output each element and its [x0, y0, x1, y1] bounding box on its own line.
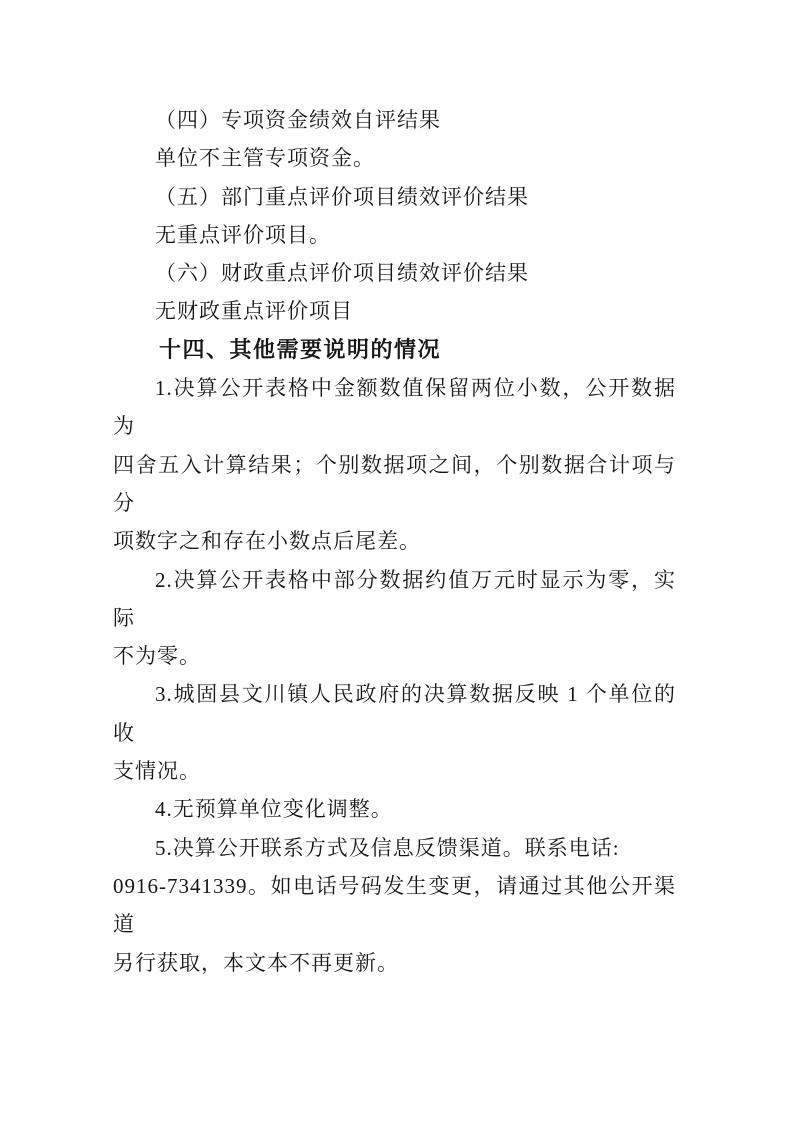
note-3-line-2: 支情况。 — [113, 759, 201, 784]
section-five-heading: （五）部门重点评价项目绩效评价结果 — [155, 184, 529, 209]
section-four-body: 单位不主管专项资金。 — [155, 146, 375, 171]
section-six-heading: （六）财政重点评价项目绩效评价结果 — [155, 261, 529, 286]
section-four-heading: （四）专项资金绩效自评结果 — [155, 108, 441, 132]
note-1-line-2: 四舍五入计算结果；个别数据项之间，个别数据合计项与分 — [113, 452, 676, 515]
note-5-line-2: 0916-7341339。如电话号码发生变更，请通过其他公开渠道 — [113, 873, 676, 937]
section-fourteen-heading: 十四、其他需要说明的情况 — [159, 336, 442, 362]
note-5-line-3: 另行获取，本文本不再更新。 — [113, 950, 399, 975]
note-3-line-1: 3.城固县文川镇人民政府的决算数据反映 1 个单位的收 — [113, 682, 676, 745]
document-text-block — [113, 101, 676, 982]
note-2-line-2: 不为零。 — [113, 644, 201, 669]
note-4-line-1: 4.无预算单位变化调整。 — [155, 797, 393, 822]
section-five-body: 无重点评价项目。 — [155, 222, 331, 247]
section-six-body: 无财政重点评价项目 — [155, 299, 353, 324]
note-2-line-1: 2.决算公开表格中部分数据约值万元时显示为零，实际 — [113, 567, 676, 630]
note-5-line-1: 5.决算公开联系方式及信息反馈渠道。联系电话: — [155, 835, 620, 860]
note-1-line-1: 1.决算公开表格中金额数值保留两位小数，公开数据为 — [113, 376, 676, 439]
note-1-line-3: 项数字之和存在小数点后尾差。 — [113, 529, 421, 554]
